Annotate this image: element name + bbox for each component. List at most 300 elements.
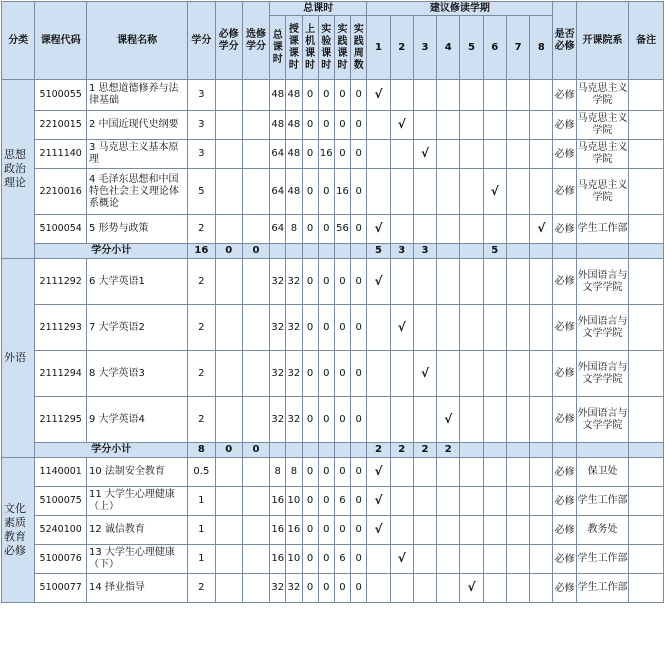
department: 学生工作部 [576,215,629,244]
remarks [629,545,664,574]
semester-6-cell [483,215,506,244]
experiment-hours: 0 [318,351,334,397]
semester-5-cell [460,305,483,351]
total-hours: 32 [270,305,286,351]
check-mark: √ [397,319,406,334]
course-name: 10 法制安全教育 [87,458,188,487]
semester-5-cell [460,516,483,545]
required-credit [215,140,242,169]
header-credit: 学分 [188,2,215,80]
elective-credit [242,487,269,516]
semester-1-cell [367,140,390,169]
semester-7-cell [506,487,529,516]
semester-7-cell [506,574,529,603]
experiment-hours: 0 [318,458,334,487]
course-name: 4 毛泽东思想和中国特色社会主义理论体系概论 [87,169,188,215]
subtotal-semester-2: 2 [390,443,413,458]
practice-weeks: 0 [351,80,367,111]
elective-credit [242,215,269,244]
header-semester-5: 5 [460,16,483,80]
table-row [2,215,664,244]
semester-1-cell [367,574,390,603]
course-code: 5100055 [35,80,87,111]
course-code: 2111293 [35,305,87,351]
semester-2-cell [390,215,413,244]
course-code: 1140001 [35,458,87,487]
header-computer: 上机课时 [302,16,318,80]
semester-4-cell [437,487,460,516]
computer-hours: 0 [302,487,318,516]
elective-credit [242,545,269,574]
semester-3-cell [413,458,436,487]
remarks [629,574,664,603]
computer-hours: 0 [302,259,318,305]
subtotal-required-type [553,443,576,458]
remarks [629,111,664,140]
course-code: 2111292 [35,259,87,305]
required-type: 必修 [553,169,576,215]
lecture-hours: 10 [286,545,302,574]
semester-5-cell [460,111,483,140]
table-row [2,169,664,215]
elective-credit [242,397,269,443]
semester-5-cell [460,487,483,516]
practice-weeks: 0 [351,140,367,169]
required-credit [215,487,242,516]
elective-credit [242,111,269,140]
check-mark: √ [374,522,383,536]
remarks [629,305,664,351]
semester-5-cell [460,80,483,111]
computer-hours: 0 [302,516,318,545]
subtotal-hours-empty [270,443,286,458]
semester-3-cell [413,259,436,305]
credit: 3 [188,80,215,111]
total-hours: 48 [270,111,286,140]
semester-7-cell [506,140,529,169]
credit: 3 [188,140,215,169]
semester-7-cell [506,80,529,111]
experiment-hours: 0 [318,487,334,516]
course-code: 5100077 [35,574,87,603]
semester-3-cell [413,140,436,169]
table-row [2,487,664,516]
computer-hours: 0 [302,397,318,443]
lecture-hours: 32 [286,574,302,603]
table-row [2,574,664,603]
check-mark: √ [397,117,406,131]
table-body [2,80,664,603]
semester-6-cell [483,397,506,443]
lecture-hours: 10 [286,487,302,516]
semester-6-cell [483,351,506,397]
lecture-hours: 48 [286,140,302,169]
semester-8-cell [530,140,553,169]
semester-3-cell [413,111,436,140]
subtotal-hours-empty [334,244,350,259]
semester-3-cell [413,305,436,351]
required-credit [215,305,242,351]
semester-7-cell [506,458,529,487]
remarks [629,516,664,545]
semester-5-cell [460,351,483,397]
semester-3-cell [413,545,436,574]
semester-6-cell [483,305,506,351]
semester-4-cell [437,305,460,351]
semester-4-cell [437,574,460,603]
total-hours: 32 [270,574,286,603]
semester-7-cell [506,516,529,545]
department: 外国语言与文学学院 [576,351,629,397]
practice-hours: 0 [334,140,350,169]
department: 马克思主义学院 [576,111,629,140]
header-semester-1: 1 [367,16,390,80]
semester-6-cell [483,487,506,516]
required-credit [215,397,242,443]
practice-weeks: 0 [351,516,367,545]
department: 学生工作部 [576,574,629,603]
semester-4-cell [437,140,460,169]
course-code: 2210016 [35,169,87,215]
semester-5-cell [460,545,483,574]
semester-5-cell [460,574,483,603]
subtotal-semester-5 [460,244,483,259]
required-credit [215,574,242,603]
subtotal-semester-1: 2 [367,443,390,458]
course-code: 2210015 [35,111,87,140]
credit: 2 [188,351,215,397]
elective-credit [242,516,269,545]
total-hours: 32 [270,397,286,443]
computer-hours: 0 [302,305,318,351]
required-credit [215,458,242,487]
semester-2-cell [390,351,413,397]
semester-4-cell [437,80,460,111]
required-type: 必修 [553,487,576,516]
course-name: 9 大学英语4 [87,397,188,443]
semester-4-cell [437,397,460,443]
practice-hours: 0 [334,305,350,351]
subtotal-semester-4 [437,244,460,259]
semester-5-cell [460,169,483,215]
semester-6-cell [483,80,506,111]
header-practice-weeks: 实践周数 [351,16,367,80]
subtotal-elective: 0 [242,244,269,259]
computer-hours: 0 [302,111,318,140]
semester-2-cell [390,458,413,487]
subtotal-hours-empty [334,443,350,458]
semester-5-cell [460,140,483,169]
experiment-hours: 16 [318,140,334,169]
elective-credit [242,351,269,397]
header-semester-3: 3 [413,16,436,80]
remarks [629,80,664,111]
credit: 2 [188,259,215,305]
semester-3-cell [413,351,436,397]
semester-1-cell [367,215,390,244]
semester-3-cell [413,215,436,244]
header-semester-8: 8 [530,16,553,80]
practice-hours: 6 [334,545,350,574]
semester-8-cell [530,259,553,305]
practice-hours: 0 [334,574,350,603]
subtotal-hours-empty [351,244,367,259]
required-type: 必修 [553,516,576,545]
practice-hours: 6 [334,487,350,516]
credit: 1 [188,545,215,574]
practice-weeks: 0 [351,111,367,140]
subtotal-semester-3: 3 [413,244,436,259]
header-semester-6: 6 [483,16,506,80]
check-mark: √ [420,146,429,160]
semester-4-cell [437,545,460,574]
department: 外国语言与文学学院 [576,305,629,351]
semester-7-cell [506,111,529,140]
header-total: 总课时 [270,16,286,80]
semester-2-cell [390,111,413,140]
practice-hours: 0 [334,111,350,140]
semester-2-cell [390,574,413,603]
total-hours: 32 [270,259,286,305]
credit: 2 [188,574,215,603]
semester-1-cell [367,516,390,545]
computer-hours: 0 [302,140,318,169]
category-cell: 文化素质教育必修 [2,458,35,603]
total-hours: 16 [270,545,286,574]
department: 学生工作部 [576,545,629,574]
semester-6-cell [483,516,506,545]
required-type: 必修 [553,574,576,603]
header-dept: 开课院系 [576,2,629,80]
semester-6-cell [483,111,506,140]
subtotal-semester-4: 2 [437,443,460,458]
subtotal-hours-empty [302,443,318,458]
header-remarks: 备注 [629,2,664,80]
semester-7-cell [506,259,529,305]
header-elective-credit: 选修学分 [242,2,269,80]
table-row [2,397,664,443]
required-credit [215,215,242,244]
subtotal-hours-empty [318,244,334,259]
semester-4-cell [437,215,460,244]
semester-2-cell [390,259,413,305]
semester-2-cell [390,545,413,574]
required-credit [215,545,242,574]
required-type: 必修 [553,305,576,351]
semester-6-cell [483,545,506,574]
lecture-hours: 32 [286,259,302,305]
semester-8-cell [530,516,553,545]
lecture-hours: 32 [286,351,302,397]
remarks [629,215,664,244]
semester-8-cell [530,487,553,516]
experiment-hours: 0 [318,111,334,140]
total-hours: 64 [270,215,286,244]
elective-credit [242,80,269,111]
department: 外国语言与文学学院 [576,259,629,305]
check-mark: √ [490,183,499,198]
subtotal-semester-7 [506,244,529,259]
remarks [629,140,664,169]
practice-hours: 0 [334,516,350,545]
practice-hours: 0 [334,259,350,305]
course-name: 11 大学生心理健康（上） [87,487,188,516]
table-row [2,259,664,305]
subtotal-semester-6: 5 [483,244,506,259]
experiment-hours: 0 [318,80,334,111]
semester-7-cell [506,215,529,244]
semester-8-cell [530,169,553,215]
header-semester-2: 2 [390,16,413,80]
practice-weeks: 0 [351,169,367,215]
semester-8-cell [530,545,553,574]
required-type: 必修 [553,351,576,397]
check-mark: √ [374,273,383,288]
table-row [2,545,664,574]
department: 外国语言与文学学院 [576,397,629,443]
experiment-hours: 0 [318,545,334,574]
computer-hours: 0 [302,215,318,244]
course-code: 5100054 [35,215,87,244]
semester-5-cell [460,397,483,443]
header-lecture: 授课课时 [286,16,302,80]
subtotal-required: 0 [215,443,242,458]
semester-7-cell [506,305,529,351]
subtotal-hours-empty [318,443,334,458]
course-name: 5 形势与政策 [87,215,188,244]
subtotal-hours-empty [286,244,302,259]
required-credit [215,111,242,140]
practice-weeks: 0 [351,305,367,351]
subtotal-dept [576,244,629,259]
subtotal-semester-1: 5 [367,244,390,259]
course-name: 3 马克思主义基本原理 [87,140,188,169]
header-category: 分类 [2,2,35,80]
semester-4-cell [437,111,460,140]
lecture-hours: 8 [286,458,302,487]
check-mark: √ [374,221,383,235]
course-code: 2111294 [35,351,87,397]
practice-weeks: 0 [351,397,367,443]
semester-4-cell [437,169,460,215]
course-name: 12 诚信教育 [87,516,188,545]
header-is-required: 是否必修 [553,2,576,80]
table-row [2,305,664,351]
semester-8-cell [530,111,553,140]
header-semester-4: 4 [437,16,460,80]
practice-weeks: 0 [351,351,367,397]
practice-weeks: 0 [351,545,367,574]
required-type: 必修 [553,458,576,487]
credit: 3 [188,111,215,140]
experiment-hours: 0 [318,215,334,244]
subtotal-semester-6 [483,443,506,458]
remarks [629,397,664,443]
table-row [2,111,664,140]
course-name: 13 大学生心理健康（下） [87,545,188,574]
required-type: 必修 [553,545,576,574]
semester-7-cell [506,545,529,574]
semester-5-cell [460,458,483,487]
practice-weeks: 0 [351,574,367,603]
semester-2-cell [390,397,413,443]
elective-credit [242,574,269,603]
check-mark: √ [467,580,476,594]
experiment-hours: 0 [318,259,334,305]
semester-5-cell [460,259,483,305]
required-credit [215,259,242,305]
computer-hours: 0 [302,351,318,397]
semester-5-cell [460,215,483,244]
semester-4-cell [437,458,460,487]
required-type: 必修 [553,140,576,169]
semester-2-cell [390,516,413,545]
header-total-hours-group: 总课时 [270,2,367,16]
remarks [629,259,664,305]
subtotal-semester-8 [530,244,553,259]
remarks [629,487,664,516]
credit: 1 [188,487,215,516]
semester-1-cell [367,305,390,351]
subtotal-hours-empty [286,443,302,458]
table-row [2,458,664,487]
category-cell: 外语 [2,259,35,458]
subtotal-label: 学分小计 [35,443,188,458]
lecture-hours: 32 [286,305,302,351]
check-mark: √ [374,464,383,478]
required-type: 必修 [553,111,576,140]
semester-6-cell [483,169,506,215]
required-credit [215,516,242,545]
lecture-hours: 16 [286,516,302,545]
semester-6-cell [483,458,506,487]
credit: 5 [188,169,215,215]
table-row [2,351,664,397]
semester-8-cell [530,574,553,603]
credit: 1 [188,516,215,545]
lecture-hours: 8 [286,215,302,244]
semester-2-cell [390,140,413,169]
check-mark: √ [397,551,406,565]
computer-hours: 0 [302,80,318,111]
subtotal-hours-empty [270,244,286,259]
semester-8-cell [530,215,553,244]
required-credit [215,351,242,397]
subtotal-credit: 16 [188,244,215,259]
course-name: 8 大学英语3 [87,351,188,397]
header-practice: 实践课时 [334,16,350,80]
subtotal-required-type [553,244,576,259]
semester-1-cell [367,545,390,574]
course-code: 5100076 [35,545,87,574]
total-hours: 64 [270,140,286,169]
course-name: 7 大学英语2 [87,305,188,351]
lecture-hours: 32 [286,397,302,443]
semester-8-cell [530,397,553,443]
total-hours: 16 [270,487,286,516]
semester-2-cell [390,169,413,215]
semester-3-cell [413,516,436,545]
computer-hours: 0 [302,574,318,603]
required-type: 必修 [553,259,576,305]
semester-1-cell [367,80,390,111]
computer-hours: 0 [302,169,318,215]
remarks [629,169,664,215]
semester-1-cell [367,487,390,516]
experiment-hours: 0 [318,169,334,215]
course-code: 5100075 [35,487,87,516]
subtotal-dept [576,443,629,458]
